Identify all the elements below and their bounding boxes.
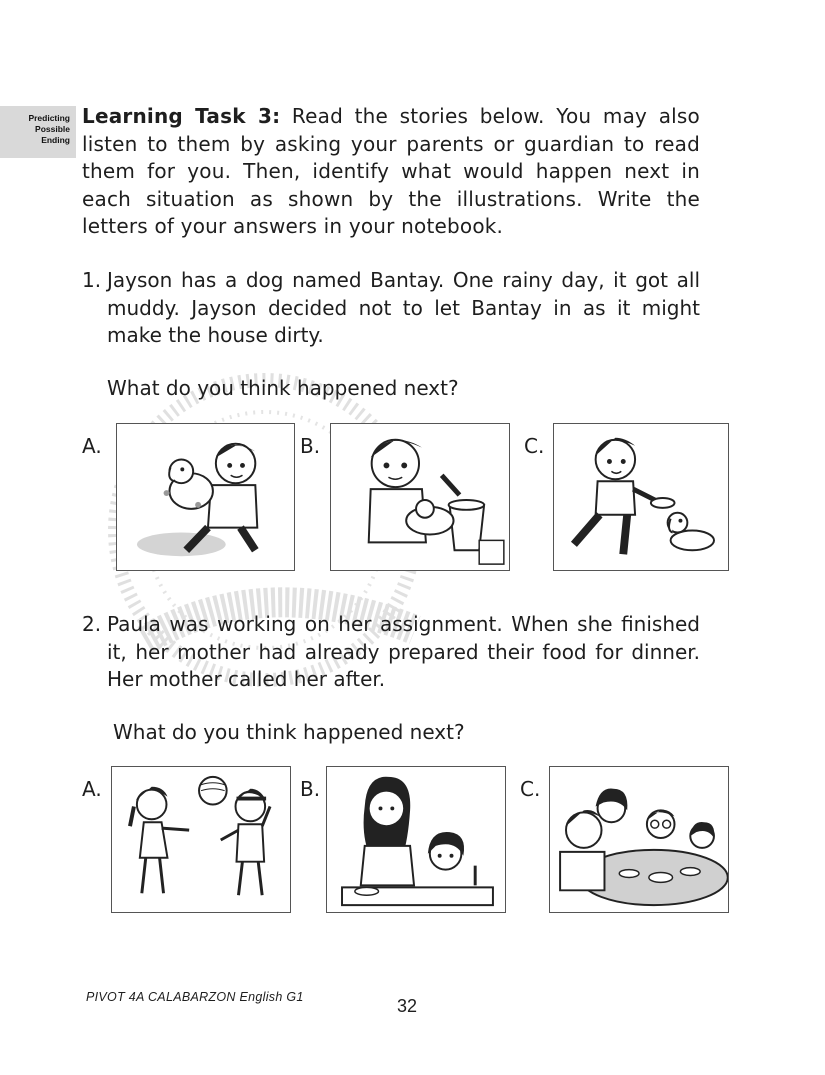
question-1: What do you think happened next? [107, 376, 459, 400]
footer-source: PIVOT 4A CALABARZON English G1 [86, 990, 304, 1004]
story-text: Paula was working on her assignment. When she finished it, her mother had already prepared their food for dinner. Her mother called her after. [107, 612, 700, 691]
task-title: Learning Task 3: [82, 104, 281, 128]
story-text: Jayson has a dog named Bantay. One rainy day, it got all muddy. Jayson decided not to let Bantay in as it might make the house dirty. [107, 268, 700, 347]
item-number: 2. [82, 612, 102, 636]
side-tab-line: Possible [35, 124, 70, 134]
item-number: 1. [82, 268, 102, 292]
question-2: What do you think happened next? [113, 720, 465, 744]
side-tab-line: Predicting [28, 113, 70, 123]
option-letter-1a: A. [82, 434, 102, 458]
task-instructions [82, 103, 700, 241]
option-letter-1b: B. [300, 434, 321, 458]
illustration-2c-family-eating-dinner [549, 766, 729, 913]
illustration-1c-boy-feeding-dog [553, 423, 729, 571]
option-letter-2c: C. [520, 777, 541, 801]
option-letter-2b: B. [300, 777, 321, 801]
illustration-2a-girls-playing-volleyball [111, 766, 291, 913]
illustration-1b-boy-bathing-dog [330, 423, 510, 571]
option-letter-1c: C. [524, 434, 545, 458]
illustration-2b-mother-and-girl-washing-dishes [326, 766, 506, 913]
illustration-1a-boy-hugging-dog [116, 423, 295, 571]
side-tab-line: Ending [41, 135, 70, 145]
lesson-side-tab [0, 106, 76, 158]
option-letter-2a: A. [82, 777, 102, 801]
story-item-2 [82, 611, 700, 694]
page-number: 32 [397, 996, 418, 1016]
task-instructions-text: Read the stories below. You may also listen to them by asking your parents or guardian to read them for you. Then, identify what would happen next in each situation as shown by the illustrations. Write the letters of your answers in your notebook. [82, 104, 700, 238]
story-item-1 [82, 267, 700, 350]
